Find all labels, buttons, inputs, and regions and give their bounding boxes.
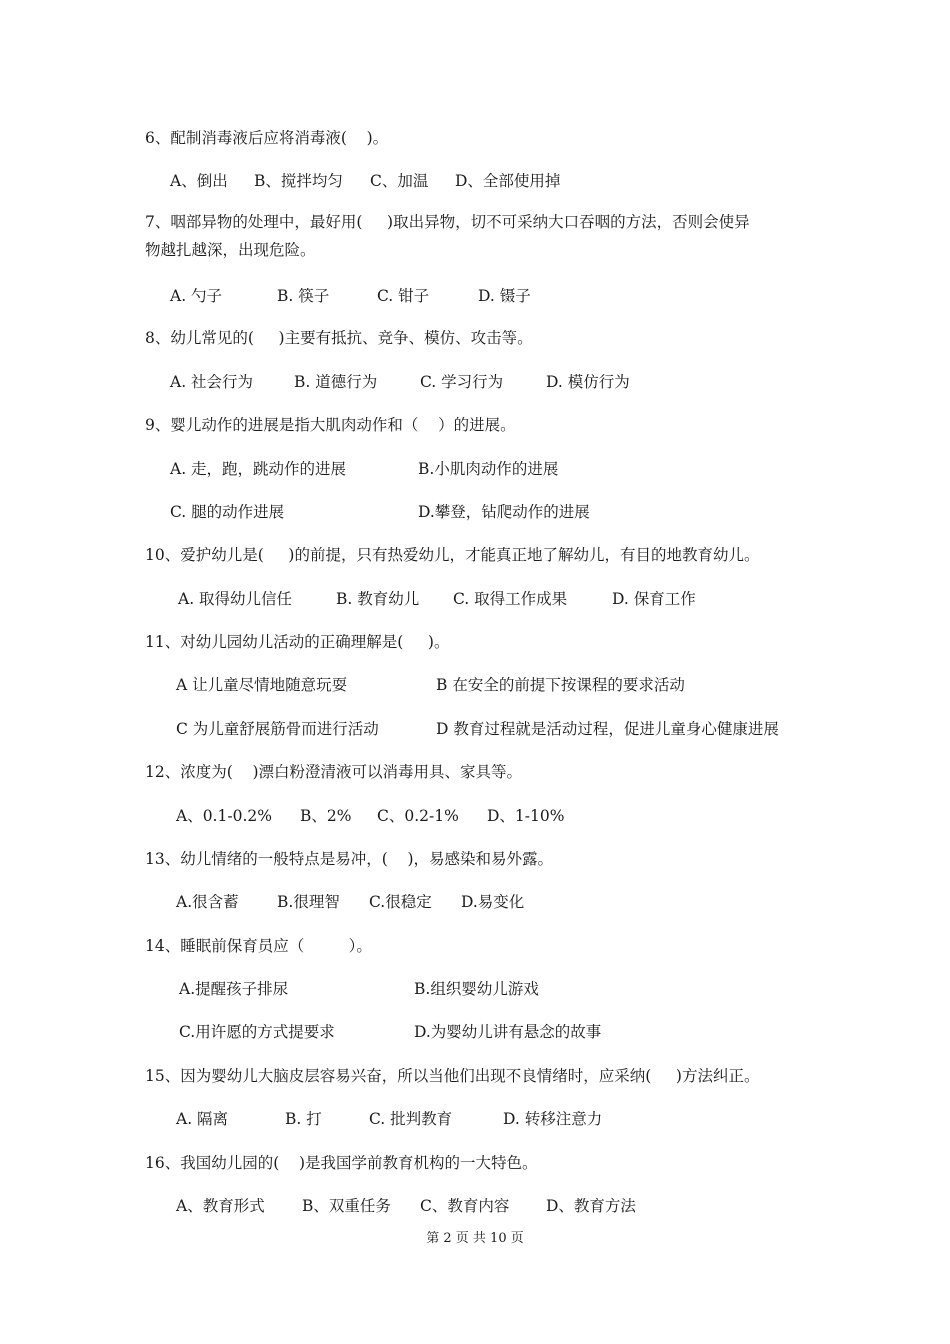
answer-option[interactable]: C.很稳定 <box>369 893 432 911</box>
answer-option[interactable]: C. 腿的动作进展 <box>170 503 285 521</box>
answer-option[interactable]: C、教育内容 <box>420 1197 510 1215</box>
question-9-options <box>0 459 950 479</box>
answer-option[interactable]: B、2% <box>300 807 352 825</box>
question-12-stem: 12、浓度为( )漂白粉澄清液可以消毒用具、家具等。 <box>145 763 523 781</box>
question-10-options <box>0 589 950 609</box>
answer-option[interactable]: D、教育方法 <box>546 1197 636 1215</box>
question-15-stem: 15、因为婴幼儿大脑皮层容易兴奋，所以当他们出现不良情绪时，应采纳( )方法纠正。 <box>145 1067 760 1085</box>
answer-option[interactable]: D.为婴幼儿讲有悬念的故事 <box>414 1023 602 1041</box>
answer-option[interactable]: C、加温 <box>370 172 429 190</box>
answer-option[interactable]: D、全部使用掉 <box>455 172 561 190</box>
answer-option[interactable]: B. 筷子 <box>277 287 330 305</box>
answer-option[interactable]: D.攀登，钻爬动作的进展 <box>418 503 590 521</box>
answer-option[interactable]: D. 转移注意力 <box>503 1110 603 1128</box>
answer-option[interactable]: C、0.2-1% <box>377 807 459 825</box>
page-footer: 第 2 页 共 10 页 <box>426 1231 524 1246</box>
question-6-stem: 6、配制消毒液后应将消毒液( )。 <box>145 129 389 147</box>
question-13-options <box>0 892 950 912</box>
question-8-options <box>0 372 950 392</box>
answer-option[interactable]: B.很理智 <box>277 893 340 911</box>
question-16-stem: 16、我国幼儿园的( )是我国学前教育机构的一大特色。 <box>145 1154 538 1172</box>
answer-option[interactable]: A、0.1-0.2% <box>176 807 272 825</box>
answer-option[interactable]: C. 取得工作成果 <box>453 590 568 608</box>
answer-option[interactable]: A. 社会行为 <box>170 373 254 391</box>
answer-option[interactable]: B.小肌肉动作的进展 <box>418 460 559 478</box>
question-14-options <box>0 1022 950 1042</box>
answer-option[interactable]: A. 走，跑，跳动作的进展 <box>170 460 347 478</box>
question-12-options <box>0 806 950 826</box>
answer-option[interactable]: A.提醒孩子排尿 <box>179 980 289 998</box>
answer-option[interactable]: A 让儿童尽情地随意玩耍 <box>176 676 348 694</box>
question-8-stem: 8、幼儿常见的( )主要有抵抗、竞争、模仿、攻击等。 <box>145 329 533 347</box>
answer-option[interactable]: D 教育过程就是活动过程，促进儿童身心健康进展 <box>436 720 779 738</box>
answer-option[interactable]: A. 取得幼儿信任 <box>178 590 293 608</box>
answer-option[interactable]: C.用许愿的方式提要求 <box>179 1023 335 1041</box>
question-7-options <box>0 286 950 306</box>
question-11-options <box>0 719 950 739</box>
answer-option[interactable]: D、1-10% <box>487 807 565 825</box>
question-16-options <box>0 1196 950 1216</box>
answer-option[interactable]: D. 模仿行为 <box>546 373 630 391</box>
question-11-stem: 11、对幼儿园幼儿活动的正确理解是( )。 <box>145 633 450 651</box>
question-15-options <box>0 1109 950 1129</box>
answer-option[interactable]: C 为儿童舒展筋骨而进行活动 <box>176 720 379 738</box>
answer-option[interactable]: A、教育形式 <box>176 1197 265 1215</box>
question-9-stem: 9、婴儿动作的进展是指大肌肉动作和（ ）的进展。 <box>145 416 516 434</box>
answer-option[interactable]: C. 学习行为 <box>420 373 504 391</box>
answer-option[interactable]: B. 道德行为 <box>294 373 378 391</box>
answer-option[interactable]: D. 保育工作 <box>612 590 696 608</box>
question-13-stem: 13、幼儿情绪的一般特点是易冲，( )，易感染和易外露。 <box>145 850 554 868</box>
question-6-options <box>0 171 950 191</box>
question-10-stem: 10、爱护幼儿是( )的前提，只有热爱幼儿，才能真正地了解幼儿，有目的地教育幼儿。 <box>145 546 760 564</box>
answer-option[interactable]: B 在安全的前提下按课程的要求活动 <box>436 676 685 694</box>
answer-option[interactable]: C. 批判教育 <box>369 1110 453 1128</box>
answer-option[interactable]: A、倒出 <box>170 172 228 190</box>
answer-option[interactable]: B. 教育幼儿 <box>336 590 420 608</box>
answer-option[interactable]: D. 镊子 <box>478 287 531 305</box>
question-7-stem: 物越扎越深，出现危险。 <box>145 241 316 259</box>
question-7-stem: 7、咽部异物的处理中，最好用( )取出异物，切不可采纳大口吞咽的方法，否则会使异 <box>145 213 750 231</box>
answer-option[interactable]: B.组织婴幼儿游戏 <box>414 980 539 998</box>
answer-option[interactable]: B、双重任务 <box>302 1197 391 1215</box>
question-14-options <box>0 979 950 999</box>
question-11-options <box>0 675 950 695</box>
answer-option[interactable]: B、搅拌均匀 <box>254 172 343 190</box>
question-9-options <box>0 502 950 522</box>
answer-option[interactable]: C. 钳子 <box>377 287 430 305</box>
answer-option[interactable]: B. 打 <box>285 1110 322 1128</box>
answer-option[interactable]: A. 勺子 <box>170 287 223 305</box>
answer-option[interactable]: A. 隔离 <box>176 1110 229 1128</box>
question-14-stem: 14、睡眠前保育员应（ ）。 <box>145 937 372 955</box>
answer-option[interactable]: A.很含蓄 <box>176 893 239 911</box>
answer-option[interactable]: D.易变化 <box>461 893 525 911</box>
